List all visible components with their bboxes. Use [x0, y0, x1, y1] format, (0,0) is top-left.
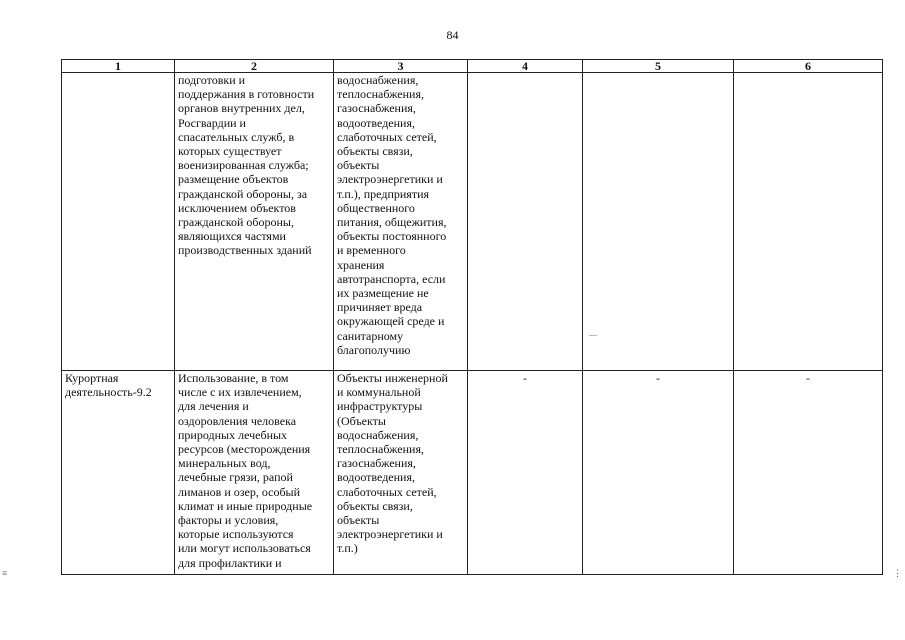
column-header-3: 3 [334, 60, 468, 73]
cell-column-4 [468, 73, 583, 371]
left-margin-mark: ≡ [2, 568, 8, 578]
column-header-4: 4 [468, 60, 583, 73]
cell-land-use-type: Курортная деятельность-9.2 [62, 371, 175, 575]
cell-column-6: - [734, 371, 883, 575]
column-header-5: 5 [583, 60, 734, 73]
cell-column-6 [734, 73, 883, 371]
table-row-continued [62, 73, 883, 371]
cell-description: Использование, в том числе с их извлечением, для лечения и оздоровления человека природных лечебных ресурсов (месторождения минеральных вод, лечебные грязи, рапой лиманов и озер, особый климат и иные природные факторы и условия, которые используются или могут использоваться для профилактики и [175, 371, 334, 575]
cell-land-use-type [62, 73, 175, 371]
cell-permitted-objects: Объекты инженерной и коммунальной инфраструктуры (Объекты водоснабжения, теплоснабжения, газоснабжения, водоотведения, слаботочных сетей, объекты связи, объекты электроэнергетики и т.п.) [334, 371, 468, 575]
cell-column-5: - [583, 371, 734, 575]
column-header-6: 6 [734, 60, 883, 73]
cell-column-4: - [468, 371, 583, 575]
table-header-row [62, 60, 883, 73]
right-margin-mark: ⋮ [893, 568, 902, 578]
column-header-1: 1 [62, 60, 175, 73]
cell-description: подготовки и поддержания в готовности органов внутренних дел, Росгвардии и спасательных служб, в которых существует военизированная служба; размещение объектов гражданской обороны, за исключением объектов гражданской обороны, являющихся частями производственных зданий [175, 73, 334, 371]
cell-column-5 [583, 73, 734, 371]
column-header-2: 2 [175, 60, 334, 73]
scan-speck [589, 335, 597, 336]
table-row-resort-activity [62, 371, 883, 575]
page-number: 84 [446, 28, 459, 42]
regulation-table [61, 59, 883, 575]
cell-permitted-objects: водоснабжения, теплоснабжения, газоснабжения, водоотведения, слаботочных сетей, объекты связи, объекты электроэнергетики и т.п.), предприятия общественного питания, общежития, объекты постоянного и временного хранения автотранспорта, если их размещение не причиняет вреда окружающей среде и санитарному благополучию [334, 73, 468, 371]
